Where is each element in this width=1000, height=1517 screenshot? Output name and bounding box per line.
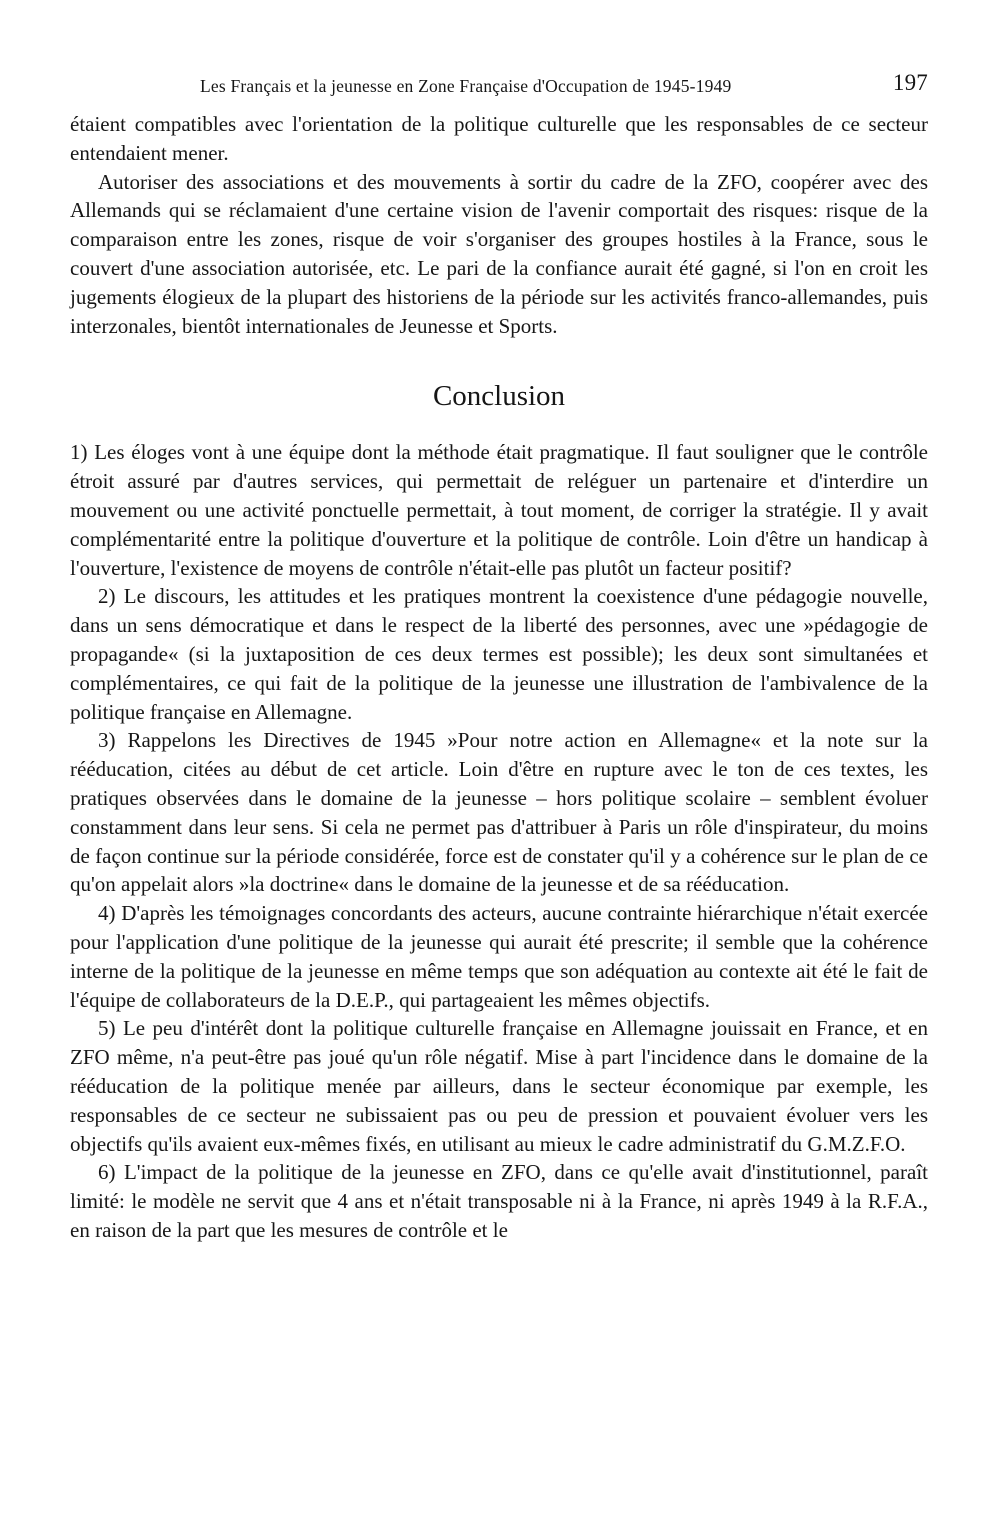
conclusion-point-5: 5) Le peu d'intérêt dont la politique culturelle française en Allemagne jouissait en France, et en ZFO même, n'a peut-être pas joué qu'un rôle négatif. Mise à part l'incidence dans le domaine de la rééducation de la politique menée par ailleurs, dans le secteur économique par exemple, les responsables de ce secteur ne subissaient pas ou peu de pression et pouvaient évoluer vers les objectifs qu'ils avaient eux-mêmes fixés, en utilisant au mieux le cadre administratif du G.M.Z.F.O. — [70, 1016, 928, 1156]
page-number: 197 — [892, 70, 928, 95]
body-paragraph-continued: étaient compatibles avec l'orientation de la politique culturelle que les responsables de ce secteur entendaient mener. — [70, 112, 928, 165]
section-heading: Conclusion — [432, 380, 566, 413]
running-header — [70, 70, 928, 110]
conclusion-point-6: 6) L'impact de la politique de la jeunesse en ZFO, dans ce qu'elle avait d'institutionnel, paraît limité: le modèle ne servit que 4 ans et n'était transposable ni à la France, ni après 1949 à la R.F.A., en raison de la part que les mesures de contrôle et le — [70, 1160, 928, 1242]
running-title: Les Français et la jeunesse en Zone Française d'Occupation de 1945-1949 — [200, 76, 732, 96]
page — [70, 70, 928, 1245]
conclusion-point-4: 4) D'après les témoignages concordants des acteurs, aucune contrainte hiérarchique n'était exercée pour l'application d'une politique de la jeunesse qui aurait été prescrite; il semble que la cohérence interne de la politique de la jeunesse en même temps que son adéquation au contexte ait été le fait de l'équipe de collaborateurs de la D.E.P., qui partageaient les mêmes objectifs. — [70, 901, 928, 1012]
conclusion-point-3: 3) Rappelons les Directives de 1945 »Pour notre action en Allemagne« et la note sur la rééducation, citées au début de cet article. Loin d'être en rupture avec le ton de ces textes, les pratiques observées dans le domaine de la jeunesse – hors politique scolaire – semblent évoluer constamment dans leur sens. Si cela ne permet pas d'attribuer à Paris un rôle d'inspirateur, du moins de façon continue sur la période considérée, force est de constater qu'il y a cohérence sur le plan de ce qu'on appelait alors »la doctrine« dans le domaine de la jeunesse et de sa rééducation. — [70, 728, 928, 897]
body-paragraph: Autoriser des associations et des mouvements à sortir du cadre de la ZFO, coopérer avec des Allemands qui se réclamaient d'une certaine vision de l'avenir comportait des risques: risque de la comparaison entre les zones, risque de voir s'organiser des groupes hostiles à la France, sous le couvert d'une association autorisée, etc. Le pari de la confiance aurait été gagné, si l'on en croit les jugements élogieux de la plupart des historiens de la période sur les activités franco-allemandes, puis interzonales, bientôt internationales de Jeunesse et Sports. — [70, 169, 928, 338]
conclusion-point-1: 1) Les éloges vont à une équipe dont la méthode était pragmatique. Il faut souligner que le contrôle étroit assuré par d'autres services, qui permettait de reléguer un partenaire et d'interdire un mouvement ou une activité ponctuelle permettait, à tout moment, de corriger la stratégie. Il y avait complémentarité entre la politique d'ouverture et la politique de contrôle. Loin d'être un handicap à l'ouverture, l'existence de moyens de contrôle n'était-elle pas plutôt un facteur positif? — [70, 440, 928, 580]
conclusion-point-2: 2) Le discours, les attitudes et les pratiques montrent la coexistence d'une pédagogie nouvelle, dans un sens démocratique et dans le respect de la liberté des personnes, avec une »pédagogie de propagande« (si la juxtaposition de ces deux termes est possible); les deux sont simultanées et complémentaires, ce qui fait de la politique de la jeunesse une illustration de l'ambivalence de la politique française en Allemagne. — [70, 584, 928, 724]
